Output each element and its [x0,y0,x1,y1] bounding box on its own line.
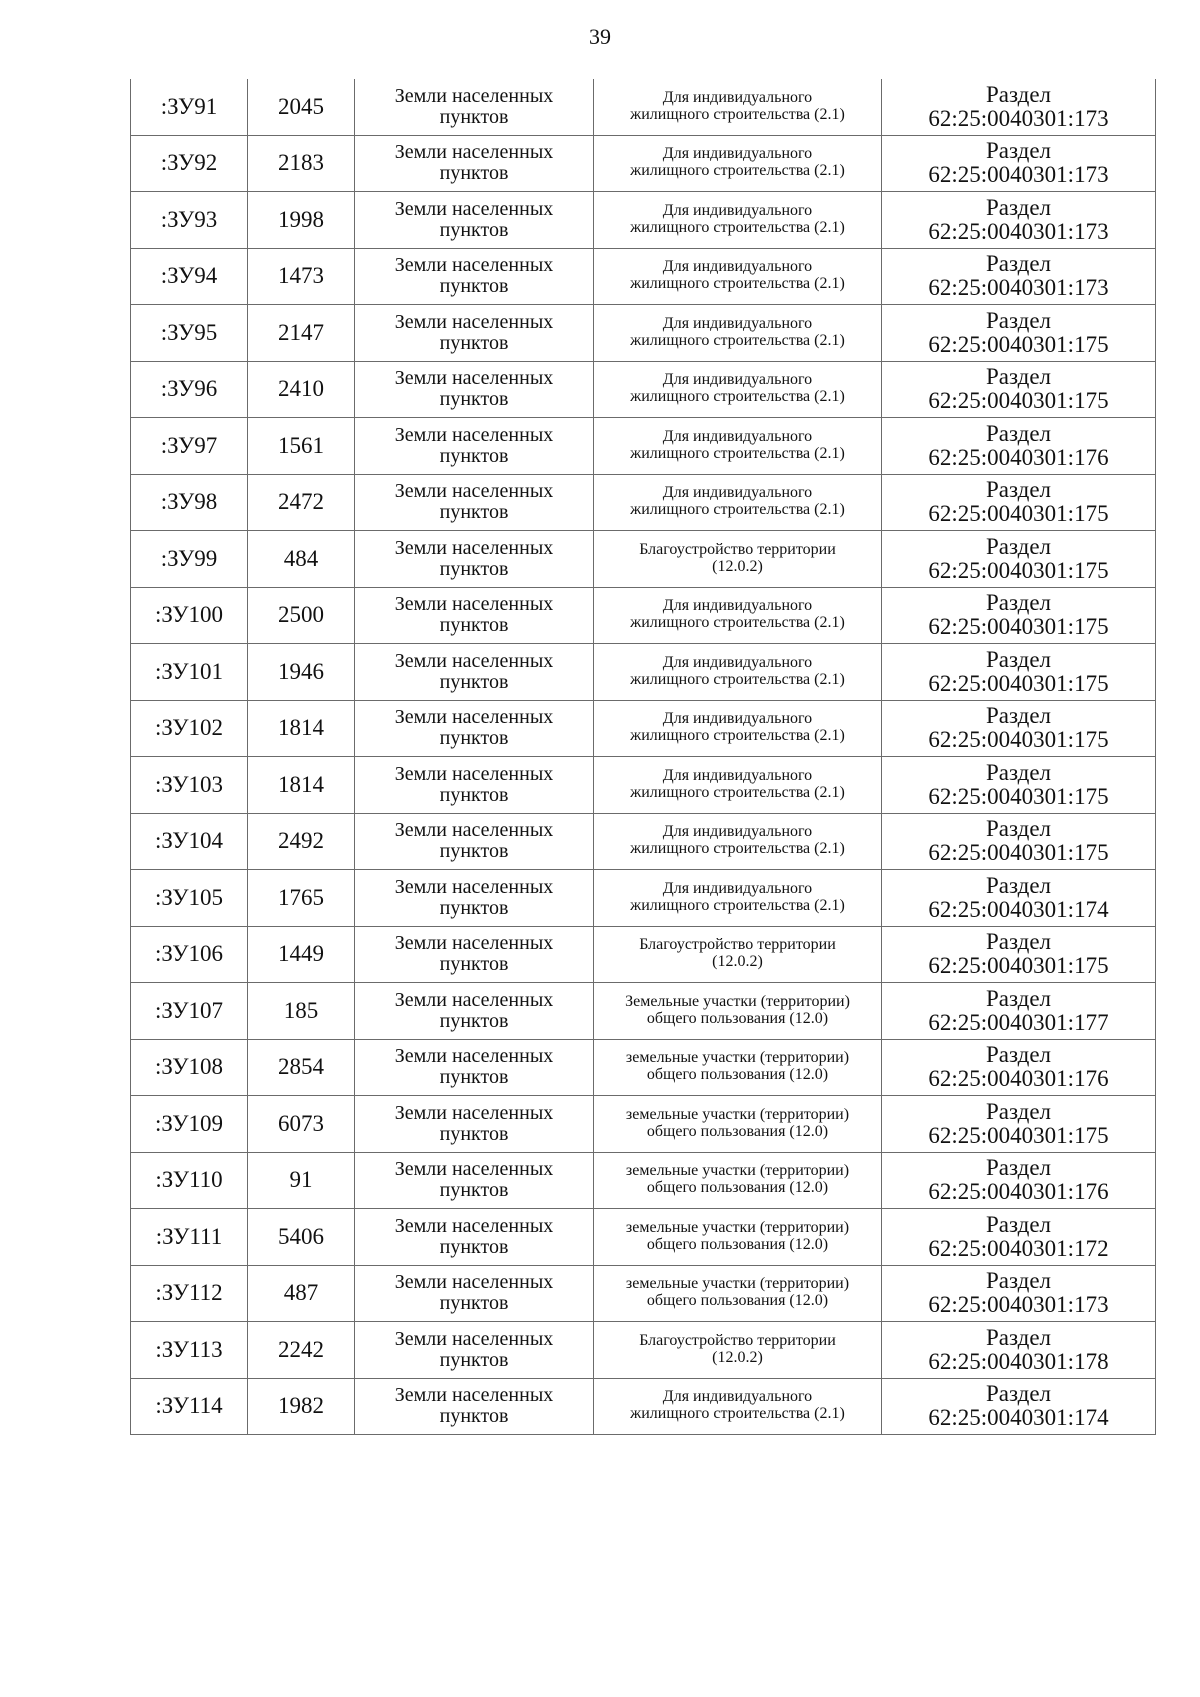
formation-method-line: 62:25:0040301:175 [928,331,1109,357]
land-category-line: Земли населенных [394,1384,554,1407]
plot-area-cell: 2472 [248,474,355,531]
permitted-use-line: жилищного строительства (2.1) [630,105,845,123]
table-row [131,79,1156,135]
land-category-line: Земли населенных [394,141,554,164]
formation-method-cell [882,1265,1156,1322]
permitted-use-cell [594,587,882,644]
table-row [131,135,1156,192]
land-category-line: пунктов [439,105,509,128]
formation-method-line: Раздел [985,985,1052,1011]
land-category-cell [355,531,594,588]
permitted-use-line: Земельные участки (территории) [625,992,850,1010]
permitted-use-cell [594,813,882,870]
permitted-use-cell [594,418,882,475]
plot-id-cell: :ЗУ94 [131,248,248,305]
plot-id-cell: :ЗУ103 [131,757,248,814]
table-row [131,305,1156,362]
formation-method-cell [882,644,1156,701]
formation-method-cell [882,192,1156,249]
formation-method-line: 62:25:0040301:173 [928,1292,1109,1318]
land-category-cell [355,361,594,418]
formation-method-line: Раздел [985,759,1052,785]
plot-id-cell: :ЗУ101 [131,644,248,701]
land-category-line: Земли населенных [394,649,554,672]
formation-method-line: 62:25:0040301:175 [928,388,1109,414]
land-category-line: пунктов [439,1292,509,1315]
formation-method-line: 62:25:0040301:173 [928,162,1109,188]
land-category-line: пунктов [439,331,509,354]
table-row [131,1096,1156,1153]
formation-method-cell [882,813,1156,870]
formation-method-line: Раздел [985,590,1052,616]
permitted-use-cell [594,926,882,983]
formation-method-line: 62:25:0040301:176 [928,1179,1109,1205]
permitted-use-line: (12.0.2) [712,953,763,971]
land-category-line: пунктов [439,727,509,750]
land-category-cell [355,1265,594,1322]
land-category-line: Земли населенных [394,423,554,446]
formation-method-line: 62:25:0040301:175 [928,953,1109,979]
land-category-line: пунктов [439,1405,509,1428]
permitted-use-line: общего пользования (12.0) [646,1009,829,1027]
land-category-line: пунктов [439,1009,509,1032]
permitted-use-line: Для индивидуального [662,145,813,163]
table-row [131,1265,1156,1322]
land-category-line: пунктов [439,444,509,467]
permitted-use-line: Для индивидуального [662,484,813,502]
table-row [131,700,1156,757]
permitted-use-line: общего пользования (12.0) [646,1292,829,1310]
permitted-use-cell [594,1322,882,1379]
plot-area-cell: 2854 [248,1039,355,1096]
permitted-use-cell [594,79,882,135]
table-body [131,79,1156,1435]
land-category-line: пунктов [439,218,509,241]
land-category-cell [355,474,594,531]
formation-method-line: 62:25:0040301:175 [928,1122,1109,1148]
land-category-line: Земли населенных [394,1327,554,1350]
permitted-use-cell [594,474,882,531]
land-category-line: пунктов [439,501,509,524]
land-category-line: Земли населенных [394,706,554,729]
permitted-use-line: земельные участки (территории) [625,1162,850,1180]
page-number: 39 [589,24,611,49]
plot-area-cell: 1561 [248,418,355,475]
formation-method-line: 62:25:0040301:177 [928,1009,1109,1035]
plot-id-cell: :ЗУ105 [131,870,248,927]
land-category-line: Земли населенных [394,1045,554,1068]
land-category-line: Земли населенных [394,536,554,559]
land-category-line: пунктов [439,1066,509,1089]
formation-method-cell [882,474,1156,531]
permitted-use-line: жилищного строительства (2.1) [630,275,845,293]
land-category-cell [355,757,594,814]
table-row [131,531,1156,588]
plot-area-cell: 1814 [248,757,355,814]
formation-method-line: Раздел [985,646,1052,672]
land-category-line: Земли населенных [394,1271,554,1294]
formation-method-line: Раздел [985,477,1052,503]
permitted-use-line: жилищного строительства (2.1) [630,388,845,406]
plot-id-cell: :ЗУ99 [131,531,248,588]
permitted-use-line: Благоустройство территории [639,936,836,954]
permitted-use-cell [594,531,882,588]
permitted-use-line: Для индивидуального [662,823,813,841]
formation-method-cell [882,700,1156,757]
plot-id-cell: :ЗУ95 [131,305,248,362]
permitted-use-cell [594,700,882,757]
table-row [131,474,1156,531]
formation-method-line: 62:25:0040301:174 [928,896,1109,922]
plot-area-cell: 1946 [248,644,355,701]
land-category-line: Земли населенных [394,254,554,277]
land-category-line: Земли населенных [394,1101,554,1124]
land-category-cell [355,870,594,927]
formation-method-line: 62:25:0040301:175 [928,840,1109,866]
permitted-use-line: жилищного строительства (2.1) [630,162,845,180]
formation-method-cell [882,531,1156,588]
table-row [131,1039,1156,1096]
permitted-use-line: жилищного строительства (2.1) [630,501,845,519]
formation-method-line: 62:25:0040301:175 [928,557,1109,583]
permitted-use-line: Для индивидуального [662,427,813,445]
formation-method-line: 62:25:0040301:173 [928,275,1109,301]
formation-method-line: Раздел [985,816,1052,842]
permitted-use-line: Для индивидуального [662,653,813,671]
plot-area-cell: 2183 [248,135,355,192]
permitted-use-line: жилищного строительства (2.1) [630,1405,845,1423]
formation-method-cell [882,305,1156,362]
permitted-use-line: земельные участки (территории) [625,1218,850,1236]
plot-area-cell: 1998 [248,192,355,249]
plot-area-cell: 2147 [248,305,355,362]
formation-method-cell [882,361,1156,418]
plot-id-cell: :ЗУ100 [131,587,248,644]
permitted-use-cell [594,1209,882,1266]
permitted-use-cell [594,757,882,814]
land-category-line: Земли населенных [394,310,554,333]
plot-area-cell: 2410 [248,361,355,418]
formation-method-line: 62:25:0040301:178 [928,1348,1109,1374]
table-row [131,1152,1156,1209]
land-category-cell [355,418,594,475]
plot-area-cell: 91 [248,1152,355,1209]
land-category-cell [355,305,594,362]
permitted-use-line: жилищного строительства (2.1) [630,727,845,745]
table-row [131,1378,1156,1435]
permitted-use-line: жилищного строительства (2.1) [630,614,845,632]
plot-area-cell: 5406 [248,1209,355,1266]
plot-id-cell: :ЗУ109 [131,1096,248,1153]
formation-method-cell [882,1322,1156,1379]
formation-method-line: Раздел [985,194,1052,220]
plot-area-cell: 484 [248,531,355,588]
formation-method-line: Раздел [985,251,1052,277]
formation-method-line: Раздел [985,420,1052,446]
land-category-line: Земли населенных [394,480,554,503]
land-category-line: пунктов [439,162,509,185]
permitted-use-line: Для индивидуального [662,371,813,389]
permitted-use-line: общего пользования (12.0) [646,1235,829,1253]
permitted-use-line: жилищного строительства (2.1) [630,840,845,858]
permitted-use-line: общего пользования (12.0) [646,1179,829,1197]
plot-id-cell: :ЗУ107 [131,983,248,1040]
plot-area-cell: 1814 [248,700,355,757]
table-row [131,1209,1156,1266]
formation-method-line: Раздел [985,1042,1052,1068]
plot-id-cell: :ЗУ112 [131,1265,248,1322]
permitted-use-line: Для индивидуального [662,314,813,332]
permitted-use-line: жилищного строительства (2.1) [630,670,845,688]
land-category-line: Земли населенных [394,762,554,785]
formation-method-line: Раздел [985,703,1052,729]
formation-method-cell [882,1039,1156,1096]
land-category-cell [355,79,594,135]
permitted-use-cell [594,1096,882,1153]
formation-method-cell [882,757,1156,814]
plot-id-cell: :ЗУ113 [131,1322,248,1379]
permitted-use-line: Для индивидуального [662,1388,813,1406]
land-category-cell [355,135,594,192]
permitted-use-cell [594,248,882,305]
land-category-line: пунктов [439,388,509,411]
table-row [131,587,1156,644]
land-category-line: Земли населенных [394,84,554,107]
permitted-use-line: жилищного строительства (2.1) [630,896,845,914]
permitted-use-line: земельные участки (территории) [625,1105,850,1123]
formation-method-line: Раздел [985,307,1052,333]
plot-id-cell: :ЗУ104 [131,813,248,870]
plot-area-cell: 185 [248,983,355,1040]
permitted-use-line: земельные участки (территории) [625,1275,850,1293]
land-category-line: пунктов [439,1179,509,1202]
table-row [131,192,1156,249]
land-category-cell [355,644,594,701]
plot-id-cell: :ЗУ106 [131,926,248,983]
plot-id-cell: :ЗУ96 [131,361,248,418]
formation-method-cell [882,1152,1156,1209]
land-category-line: пунктов [439,840,509,863]
plot-area-cell: 487 [248,1265,355,1322]
formation-method-cell [882,1378,1156,1435]
land-category-line: Земли населенных [394,593,554,616]
land-category-line: Земли населенных [394,1158,554,1181]
formation-method-line: 62:25:0040301:175 [928,727,1109,753]
land-category-line: пунктов [439,783,509,806]
permitted-use-line: Для индивидуального [662,201,813,219]
formation-method-line: Раздел [985,138,1052,164]
permitted-use-cell [594,305,882,362]
plot-id-cell: :ЗУ98 [131,474,248,531]
land-category-cell [355,700,594,757]
permitted-use-line: Для индивидуального [662,597,813,615]
land-category-cell [355,1152,594,1209]
formation-method-line: 62:25:0040301:176 [928,1066,1109,1092]
formation-method-line: Раздел [985,364,1052,390]
table-row [131,870,1156,927]
land-category-line: пунктов [439,1348,509,1371]
permitted-use-line: Для индивидуального [662,258,813,276]
table-row [131,983,1156,1040]
permitted-use-line: общего пользования (12.0) [646,1066,829,1084]
land-category-line: Земли населенных [394,819,554,842]
plot-id-cell: :ЗУ110 [131,1152,248,1209]
permitted-use-line: Для индивидуального [662,88,813,106]
land-category-cell [355,1322,594,1379]
formation-method-cell [882,587,1156,644]
land-category-cell [355,1378,594,1435]
plot-id-cell: :ЗУ97 [131,418,248,475]
plot-id-cell: :ЗУ93 [131,192,248,249]
formation-method-cell [882,926,1156,983]
formation-method-line: Раздел [985,1098,1052,1124]
permitted-use-line: (12.0.2) [712,1348,763,1366]
plot-area-cell: 2242 [248,1322,355,1379]
formation-method-cell [882,418,1156,475]
land-category-line: пунктов [439,557,509,580]
formation-method-line: 62:25:0040301:175 [928,614,1109,640]
land-category-line: пунктов [439,275,509,298]
formation-method-cell [882,870,1156,927]
permitted-use-line: Для индивидуального [662,710,813,728]
permitted-use-cell [594,1378,882,1435]
permitted-use-line: жилищного строительства (2.1) [630,218,845,236]
table-row [131,644,1156,701]
permitted-use-line: жилищного строительства (2.1) [630,331,845,349]
land-category-line: пунктов [439,953,509,976]
permitted-use-cell [594,644,882,701]
permitted-use-cell [594,870,882,927]
permitted-use-line: Для индивидуального [662,766,813,784]
formation-method-line: Раздел [985,1324,1052,1350]
formation-method-cell [882,79,1156,135]
permitted-use-line: жилищного строительства (2.1) [630,783,845,801]
permitted-use-line: (12.0.2) [712,557,763,575]
table-row [131,418,1156,475]
permitted-use-cell [594,135,882,192]
permitted-use-line: земельные участки (территории) [625,1049,850,1067]
formation-method-line: Раздел [985,872,1052,898]
land-category-line: Земли населенных [394,988,554,1011]
formation-method-line: Раздел [985,1381,1052,1407]
formation-method-line: Раздел [985,1155,1052,1181]
land-category-line: пунктов [439,614,509,637]
formation-method-line: 62:25:0040301:176 [928,444,1109,470]
permitted-use-cell [594,1039,882,1096]
land-category-line: Земли населенных [394,1214,554,1237]
table-row [131,1322,1156,1379]
land-category-cell [355,1209,594,1266]
permitted-use-line: Благоустройство территории [639,1331,836,1349]
land-category-cell [355,192,594,249]
formation-method-cell [882,248,1156,305]
permitted-use-cell [594,1152,882,1209]
land-category-line: Земли населенных [394,875,554,898]
land-category-cell [355,248,594,305]
land-category-line: пунктов [439,670,509,693]
formation-method-line: Раздел [985,81,1052,107]
table-row [131,757,1156,814]
land-category-line: Земли населенных [394,197,554,220]
formation-method-line: 62:25:0040301:174 [928,1405,1109,1431]
permitted-use-cell [594,983,882,1040]
permitted-use-line: Благоустройство территории [639,540,836,558]
plot-id-cell: :ЗУ91 [131,79,248,135]
land-category-cell [355,1096,594,1153]
land-plots-table [130,79,1156,1435]
permitted-use-line: жилищного строительства (2.1) [630,444,845,462]
plot-id-cell: :ЗУ114 [131,1378,248,1435]
plot-area-cell: 2045 [248,79,355,135]
plot-area-cell: 1473 [248,248,355,305]
permitted-use-cell [594,361,882,418]
land-category-cell [355,587,594,644]
formation-method-line: Раздел [985,929,1052,955]
plot-area-cell: 2492 [248,813,355,870]
formation-method-line: 62:25:0040301:175 [928,670,1109,696]
land-category-cell [355,813,594,870]
table-row [131,361,1156,418]
plot-area-cell: 1765 [248,870,355,927]
table-row [131,248,1156,305]
land-category-line: Земли населенных [394,367,554,390]
formation-method-cell [882,1209,1156,1266]
formation-method-line: 62:25:0040301:173 [928,218,1109,244]
plot-area-cell: 1982 [248,1378,355,1435]
formation-method-line: 62:25:0040301:175 [928,501,1109,527]
formation-method-line: 62:25:0040301:173 [928,105,1109,131]
formation-method-line: Раздел [985,533,1052,559]
land-category-cell [355,926,594,983]
plot-area-cell: 2500 [248,587,355,644]
formation-method-line: Раздел [985,1211,1052,1237]
land-category-line: пунктов [439,896,509,919]
plot-id-cell: :ЗУ111 [131,1209,248,1266]
permitted-use-cell [594,1265,882,1322]
table-row [131,813,1156,870]
formation-method-line: Раздел [985,1268,1052,1294]
plot-id-cell: :ЗУ102 [131,700,248,757]
formation-method-line: 62:25:0040301:175 [928,783,1109,809]
table-row [131,926,1156,983]
land-category-line: Земли населенных [394,932,554,955]
plot-id-cell: :ЗУ92 [131,135,248,192]
permitted-use-line: общего пользования (12.0) [646,1122,829,1140]
plot-area-cell: 1449 [248,926,355,983]
land-category-line: пунктов [439,1235,509,1258]
permitted-use-line: Для индивидуального [662,879,813,897]
plot-area-cell: 6073 [248,1096,355,1153]
land-category-cell [355,983,594,1040]
formation-method-cell [882,135,1156,192]
formation-method-cell [882,983,1156,1040]
formation-method-line: 62:25:0040301:172 [928,1235,1109,1261]
formation-method-cell [882,1096,1156,1153]
land-category-cell [355,1039,594,1096]
permitted-use-cell [594,192,882,249]
land-category-line: пунктов [439,1122,509,1145]
plot-id-cell: :ЗУ108 [131,1039,248,1096]
